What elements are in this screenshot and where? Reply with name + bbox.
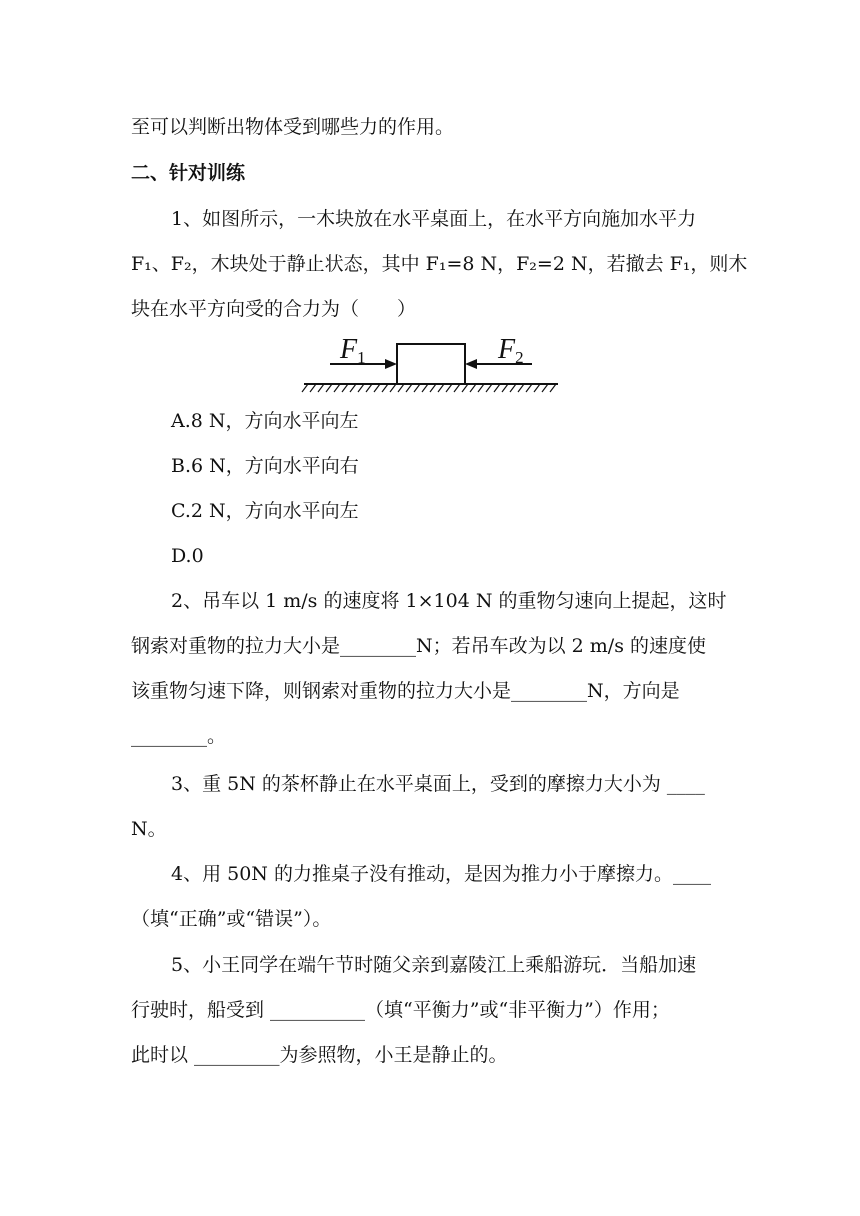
question-5-line-2: 行驶时，船受到 __________（填“平衡力”或“非平衡力”）作用； — [131, 999, 670, 1021]
option-c: C.2 N，方向水平向左 — [171, 500, 359, 522]
text-line: 至可以判断出物体受到哪些力的作用。 — [131, 116, 455, 138]
question-2-line-4: ________。 — [131, 725, 227, 747]
question-1-line-2: F₁、F₂，木块处于静止状态，其中 F₁=8 N，F₂=2 N，若撤去 F₁，则木 — [131, 253, 748, 275]
label-f2: F2 — [498, 334, 524, 367]
wood-block — [397, 344, 465, 384]
question-2-line-3: 该重物匀速下降，则钢索对重物的拉力大小是________N，方向是 — [131, 680, 680, 702]
question-3-line-2: N。 — [131, 818, 167, 840]
question-4-line-2: （填“正确”或“错误”）。 — [131, 908, 332, 930]
force-diagram — [300, 334, 560, 396]
question-2-line-2: 钢索对重物的拉力大小是________N；若吊车改为以 2 m/s 的速度使 — [131, 635, 707, 657]
question-5-line-3: 此时以 _________为参照物，小王是静止的。 — [131, 1044, 508, 1066]
label-f1: F1 — [340, 334, 366, 367]
question-2-line-1: 2、吊车以 1 m/s 的速度将 1×104 N 的重物匀速向上提起，这时 — [171, 590, 727, 612]
section-title: 二、针对训练 — [131, 162, 246, 184]
question-5-line-1: 5、小王同学在端午节时随父亲到嘉陵江上乘船游玩．当船加速 — [171, 954, 697, 976]
question-3-line-1: 3、重 5N 的茶杯静止在水平桌面上，受到的摩擦力大小为 ____ — [171, 773, 705, 795]
option-a: A.8 N，方向水平向左 — [171, 410, 359, 432]
option-d: D.0 — [171, 545, 204, 567]
question-4-line-1: 4、用 50N 的力推桌子没有推动，是因为推力小于摩擦力。____ — [171, 863, 711, 885]
option-b: B.6 N，方向水平向右 — [171, 455, 359, 477]
question-1-line-1: 1、如图所示，一木块放在水平桌面上，在水平方向施加水平力 — [171, 208, 697, 230]
question-1-line-3: 块在水平方向受的合力为（ ） — [131, 298, 417, 320]
